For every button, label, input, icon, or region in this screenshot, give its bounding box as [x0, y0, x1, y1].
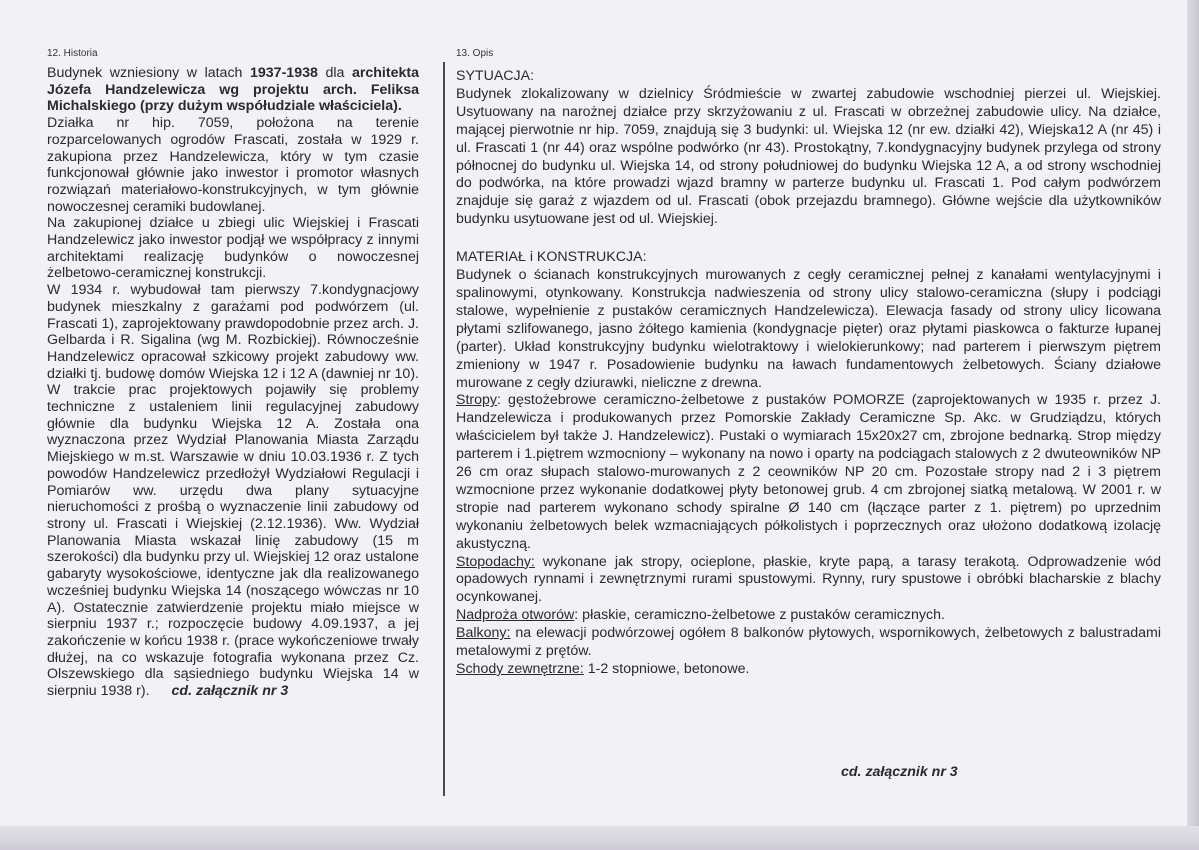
history-text	[47, 65, 419, 700]
history-years: 1937-1938	[250, 65, 318, 81]
history-paragraph-1: Działka nr hip. 7059, położona na terenie rozparcelowanych ogrodów Frascati, została w 1929 r. zakupiona przez Handzelewicza, który w tym czasie funkcjonował głównie jako inwestor i promotor własnych rozwiązań materiałowo-konstrukcyjnych, w tym głównie nowoczesnej ceramiki budowlanej.	[47, 115, 419, 215]
history-section-label: 12. Historia	[47, 48, 98, 59]
material-heading: MATERIAŁ i KONSTRUKCJA:	[456, 249, 647, 266]
item-schody-label: Schody zewnętrzne:	[456, 661, 584, 677]
history-column	[47, 48, 419, 700]
item-stopodachy-text: wykonane jak stropy, ocieplone, płaskie, kryte papą, a tarasy terakotą. Odprowadzenie wód opadowych rynnami i zewnętrznymi rurami spustowymi. Rynny, rury spustowe i obróbki blacharskie z blachy ocynkowanej.	[456, 553, 1161, 606]
history-intro-after: dla	[317, 65, 345, 81]
item-stropy-label: Stropy	[456, 392, 498, 409]
history-paragraph-3	[47, 282, 419, 700]
item-stropy-text: : gęstożebrowe ceramiczno-żelbetowe z pustaków POMORZE (zaprojektowanych w 1935 r. przez J. Handzelewicza i produkowanych przez Pomorskie Zakłady Ceramiczne Sp. Akc. w Grudziądzu, których właścicielem był także J. Handzelewicz). Pustaki o wymiarach 15x20x27 cm, zbrojone bednarką. Strop między parterem i 1.piętrem wzmocniony – wykonany na nowo i oparty na podciągach stalowych z 2 dwuteowników NP 26 cm oraz słupach stalowo-murowanych z 2 ceowników NP 20 cm. Pozostałe stropy nad 2 i 3 piętrem wzmocnione przez wykonanie dodatkowej płyty betonowej grub. 4 cm zbrojonej siatką metalową. W 2001 r. w stropie nad parterem wykonano schody spiralne Ø 140 cm (łączące parter z 1. piętrem) po uprzednim wykonaniu żelbetowych belek wzmacniających półkolistych i poprzecznych oraz ułożono dodatkową izolację akustyczną.	[456, 392, 1161, 552]
page-edge-right	[1187, 0, 1199, 850]
history-architect: architekta Józefa Handzelewicza wg projektu arch. Feliksa Michalskiego (przy dużym współudziale właściciela).	[47, 65, 419, 115]
description-continuation: cd. załącznik nr 3	[841, 764, 958, 780]
item-schody-text: 1-2 stopniowe, betonowe.	[583, 661, 750, 677]
item-nadproza-label: Nadproża otworów	[456, 607, 575, 624]
history-intro	[47, 65, 419, 115]
situation-heading: SYTUACJA:	[456, 68, 535, 84]
column-divider	[443, 62, 445, 796]
history-paragraph-2: Na zakupionej działce u zbiegi ulic Wiejskiej i Frascati Handzelewicz jako inwestor podjął we współpracy z innymi architektami realizację budynków o nowoczesnej żelbetowo-ceramicznej konstrukcji.	[47, 215, 419, 282]
description-column	[456, 48, 1161, 780]
history-continuation: cd. załącznik nr 3	[171, 683, 289, 700]
history-paragraph-3-text: W 1934 r. wybudował tam pierwszy 7.kondygnacjowy budynek mieszkalny z garażami pod podwórzem (ul. Frascati 1), zaprojektowany prawdopodobnie przez arch. J. Gelbarda i R. Sigalina (wg M. Rozbickiej). Równocześnie Handzelewicz opracował szkicowy projekt zabudowy ww. działki tj. budowę domów Wiejska 12 i 12 A (dawniej nr 10). W trakcie prac projektowych pojawiły się problemy techniczne z ustaleniem linii regulacyjnej zabudowy głównie dla budynku Wiejska 12 A. Została ona wyznaczona przez Wydział Planowania Miasta Zarządu Miejskiego w m.st. Warszawie w dniu 10.03.1936 r. Z tych powodów Handzelewicz przedłożył Wydziałowi Regulacji i Pomiarów ww. urzędu dwa plany sytuacyjne nieruchomości z prośbą o wyznaczenie linii zabudowy od strony ul. Frascati i Wiejskiej (2.12.1936). Ww. Wydział Planowania Miasta wskazał linię zabudowy (15 m szerokości) dla budynku przy ul. Wiejskiej 12 oraz ustalone gabaryty wysokościowe, identyczne jak dla realizowanego wcześniej budynku Wiejska 14 (noszącego wówczas nr 10 A). Ostatecznie zatwierdzenie projektu miało miejsce w sierpniu 1937 r.; rozpoczęcie budowy 4.09.1937, a jej zakończenie w końcu 1938 r. (prace wykończeniowe trwały dłużej, na co wskazuje fotografia wykonana przez Cz. Olszewskiego dla sąsiedniego budynku Wiejska 14 w sierpniu 1938 r).	[47, 282, 419, 700]
page-edge-bottom	[0, 826, 1199, 850]
item-balkony-text: na elewacji podwórzowej ogółem 8 balkonów płytowych, wspornikowych, żelbetowych z balustradami metalowymi z prętów.	[456, 625, 1161, 660]
material-text: Budynek o ścianach konstrukcyjnych murowanych z cegły ceramicznej pełnej z kanałami wentylacyjnymi i spalinowymi, otynkowany. Konstrukcja nadwieszenia od strony ulicy stalowo-ceramiczna (słupy i podciągi stalowe, wypełnienie z pustaków ceramicznych Handzelewicza). Elewacja fasady od strony ulicy licowana płytami szlifowanego, jasno żółtego kamienia (kondygnacje pięter) oraz płytami piaskowca o fakturze łupanej (parter). Układ konstrukcyjny budynku wielotraktowy i wielokierunkowy; nad parterem i pierwszym piętrem zmieniony w 1947 r. Posadowienie budynku na ławach fundamentowych żelbetowych. Ściany działowe murowane z cegły dziurawki, nieliczne z drewna.	[456, 267, 1161, 391]
description-text	[456, 68, 1161, 679]
item-stopodachy	[456, 554, 1161, 608]
item-nadproza	[456, 607, 1161, 625]
description-section-label: 13. Opis	[456, 48, 494, 59]
item-nadproza-text: : płaskie, ceramiczno-żelbetowe z pustaków ceramicznych.	[574, 607, 945, 624]
item-stropy	[456, 392, 1161, 553]
item-schody	[456, 661, 1161, 679]
item-balkony	[456, 625, 1161, 661]
item-stopodachy-label: Stopodachy:	[456, 553, 535, 570]
item-balkony-label: Balkony:	[456, 625, 511, 642]
history-intro-text: Budynek wzniesiony w latach	[47, 65, 251, 81]
situation-text: Budynek zlokalizowany w dzielnicy Śródmieście w zwartej zabudowie wschodniej pierzei ul. Wiejskiej. Usytuowany na narożnej działce przy skrzyżowaniu z ul. Frascati w obrzeżnej zabudowie ulicy. Na działce, mającej pierwotnie nr hip. 7059, znajdują się 3 budynki: ul. Wiejska 12 (nr ew. działki 42), Wiejska12 A (nr 45) i ul. Frascati 1 (nr 44) oraz wspólne podwórko (nr 43). Prostokątny, 7.kondygnacyjny budynek przylega od strony północnej do budynku ul. Wiejska 14, od strony południowej do budynku Wiejska 12 A, a od strony wschodniej do podwórka, na które prowadzi wjazd bramny w parterze budynku ul. Frascati 1. Pod całym podwórzem znajduje się garaż z wjazdem od ul. Frascati (obok przejazdu bramnego). Główne wejście dla użytkowników budynku usytuowane jest od ul. Wiejskiej.	[456, 85, 1161, 228]
